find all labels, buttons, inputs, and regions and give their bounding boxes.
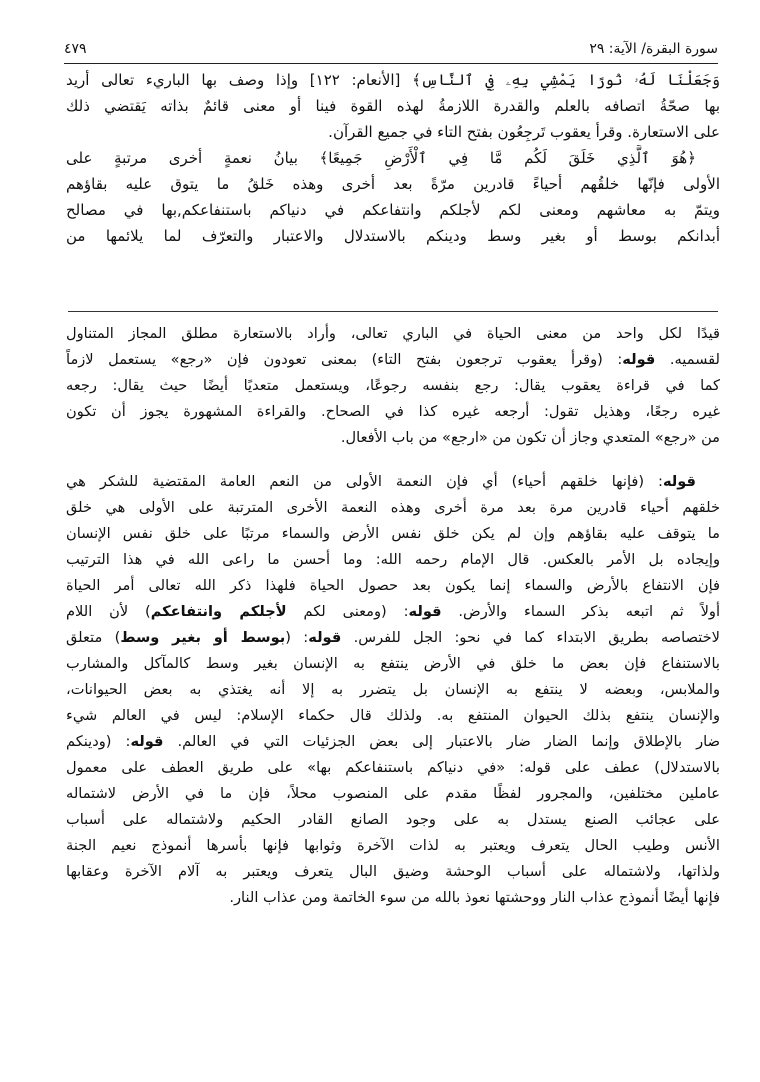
text-run: فإنها أيضًا أنموذج عذاب النار ووحشتها نعوذ بالله من سوء الخاتمة ومن عذاب النار. [229,889,720,906]
text-run: : (فإنها خلقهم أحياء) أي فإن النعمة الأولى من النعم العامة المقتضية للشكر هي [66,473,663,490]
text-line [66,119,720,145]
text-run: ) لأن اللام [66,603,151,620]
text-run: بالاستنفاع فإن بعض ما خلق في الأرض ينتفع به الإنسان بغير وسط كالمآكل والمشارب [66,655,720,672]
bold-term: قوله [408,603,442,620]
text-run: على الاستعارة. وقرأ يعقوب تَرجِعُون بفتح التاء في جميع القرآن. [328,123,720,141]
running-title: سورة البقرة/ الآية: ٢٩ [589,41,718,57]
text-line [66,885,720,911]
text-line [66,347,720,373]
footnote-separator [68,311,718,312]
text-line [66,521,720,547]
text-line [66,399,720,425]
bold-term: قوله [130,733,164,750]
text-run: : ( [285,629,309,646]
text-run: لقسميه. [655,351,720,368]
text-run: : (ومعنى لكم [286,603,409,620]
text-line [66,197,720,223]
text-line [66,223,720,249]
text-run: فإن الانتفاع بالأرض والسماء إنما يكون بعد حصول الحياة فلهذا ذكر الله تعالى أمر الحياة [66,577,720,594]
quran-verse: ﴿هُوَ ٱلَّذِي خَلَقَ لَكُم مَّا فِي ٱلْأَرْضِ جَمِيعًا﴾ [319,149,696,167]
text-line [66,67,720,93]
text-run: الأولى فإنّها خلقُهم أحياءً قادرين مرّةً بعد أخرى وهذه خَلقُ ما يتوق عليه بقاؤهم [66,175,720,193]
paragraph [66,321,720,451]
paragraph [66,145,720,249]
text-run: لاختصاصه بطريق الابتداء كما في نحو: الجل للفرس. [341,629,720,646]
text-line [66,145,720,171]
text-run: وإيجاده بل الأمر بالعكس. قال الإمام رحمه الله: وما أحسن ما راعى الله في هذا الترتيب [66,551,720,568]
bold-term: قوله [622,351,656,368]
paragraph [66,469,720,911]
text-line [66,599,720,625]
text-run: بالاستدلال) عطف على قوله: «في دنياكم باستنفاعكم بها» على طريق العطف على معمول [66,759,720,776]
footnotes [66,321,720,911]
text-line [66,321,720,347]
bold-term: قوله [308,629,342,646]
text-run: عاملين مختلفين، والمجرور لفظًا مقدم على المنصوب محلاً، فإن ما في الأرض لاشتماله [66,785,720,802]
bold-term: قوله [662,473,696,490]
text-run: على عجائب الصنع يستدل به على وجود الصانع القادر الحكيم ولاشتماله على أسباب [66,811,720,828]
text-line [66,495,720,521]
text-run: : (ودينكم [66,733,131,750]
text-line [66,755,720,781]
text-line [66,807,720,833]
quran-verse: وَجَعَلْنَا لَهُۥ نُورًا يَمْشِي بِهِۦ فِي ٱلنَّاسِ﴾ [412,71,720,89]
text-run: ولذاتها، ولاشتماله على أسباب الوحشة وضيق البال يتعرف ويعتبر به آلام الآخرة وعقابها [66,863,720,880]
text-run: ما يتوقف عليه بقاؤهم وإن لم يكن خلق نفس الأرض والسماء مرتبًا على خلق نفس الإنسان [66,525,720,542]
text-line [66,729,720,755]
text-run: [الأنعام: ١٢٢] وإذا وصف بها الباريء تعالى أريد [66,71,413,89]
text-run: أولاً ثم اتبعه بذكر السماء والأرض. [441,603,720,620]
text-run: أبدانكم بوسط أو بغير وسط ودينكم بالاستدلال والاعتبار والتعرّف لما يلائمها من [66,227,720,245]
text-line [66,547,720,573]
text-line [66,833,720,859]
text-line [66,425,720,451]
text-run: من «رجع» المتعدي وجاز أن تكون من «ارجع» من باب الأفعال. [340,429,720,446]
text-run: والإنسان ينتفع بذلك الحيوان المنتفع به. ولذلك قال حكماء الإسلام: ليس في العالم شيء [66,707,720,724]
paragraph [66,67,720,145]
text-line [66,859,720,885]
text-line [66,373,720,399]
page-header [64,38,718,60]
text-line [66,171,720,197]
text-run: غيره رجعًا، وهذيل تقول: أرجعه غيره كذا في الصحاح. والقراءة المشهورة يجوز أن تكون [66,403,720,420]
text-run: : (وقرأ يعقوب ترجعون بفتح التاء) بمعنى تعودون فإن «رجع» يستعمل لازماً [66,351,623,368]
text-line [66,93,720,119]
text-line [66,573,720,599]
text-line [66,651,720,677]
text-run: ) متعلق [66,629,121,646]
text-line [66,781,720,807]
text-run: الأنس وطيب الحال يتعرف ويعتبر به لذات الآخرة وثوابها فإنها بأسرها أنموذج نعيم الجنة [66,837,720,854]
text-run: خلقهم أحياء قادرين مرة بعد مرة أخرى وهذه النعمة الأخرى المترتبة على الأولى هي خلق [66,499,720,516]
text-run: بها صحّةُ اتصافه بالعلم والقدرة اللازمةُ لهذه القوة فينا أو معنى قائمٌ بذاته يَقتضي ذلك [66,97,720,115]
main-text [66,67,720,249]
bold-term: لأجلكم وانتفاعكم [150,603,287,620]
text-run: قيدًا لكل واحد من معنى الحياة في الباري تعالى، وأراد بالاستعارة مطلق المجاز المتناول [66,325,720,342]
text-run: والملابس، وبعضه لا ينتفع به الإنسان بل يتضرر به إلا أنه يغتذي به بعض الحيوانات، [66,681,720,698]
text-line [66,677,720,703]
text-line [66,469,720,495]
text-run: بيانُ نعمةٍ أخرى مرتبةٍ على [66,149,320,167]
text-run: ضار بالإطلاق وإنما الضار ضار بالاعتبار إلى بعض الجزئيات التي في العالم. [163,733,720,750]
header-rule [64,63,718,64]
bold-term: بوسط أو بغير وسط [120,629,286,646]
text-run: ويتمّ به معاشهم ومعنى لكم لأجلكم وانتفاعكم في دنياكم باستنفاعكم,بها في مصالح [66,201,720,219]
page-number: ٤٧٩ [64,41,87,57]
text-line [66,625,720,651]
text-line [66,703,720,729]
text-run: كما في قراءة يعقوب يقال: رجع بنفسه رجوعًا، ويستعمل متعديًا أيضًا حيث يقال: رجعه [66,377,720,394]
